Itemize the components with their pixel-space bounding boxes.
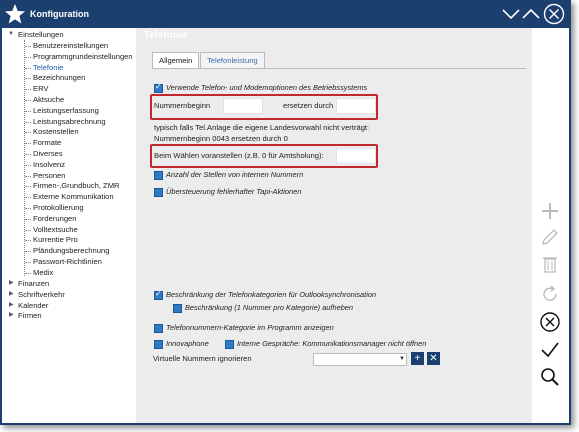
tree-node[interactable]: Formate [33,138,62,148]
tree-guide-line [25,100,31,101]
outlook-restrict-checkbox[interactable] [154,291,163,300]
expand-arrow-icon[interactable]: ▶ [9,290,14,297]
expand-arrow-icon[interactable]: ▶ [9,312,14,319]
tree-node[interactable]: Passwort-Richtlinien [33,257,102,266]
innovaphone-label: Innovaphone [166,339,209,348]
tree-node[interactable]: Medix [33,267,54,277]
trash-icon[interactable] [539,253,561,275]
tree-node[interactable]: Leistungserfassung [33,105,99,115]
internal-calls-checkbox[interactable] [225,340,234,349]
tree-guide-line [25,132,31,133]
tree-node[interactable]: Personen [33,170,66,180]
tab-allgemein[interactable]: Allgemein [152,52,199,69]
innovaphone-checkbox[interactable] [154,340,163,349]
tree-node[interactable]: Protokollierung [33,203,84,212]
expand-arrow-icon[interactable]: ▼ [8,31,14,37]
replace-label: ersetzen durch [283,101,334,110]
tree-guide-line [25,143,31,144]
dial-prefix-input[interactable] [336,148,376,164]
prefix-label: Nummernbeginn [154,101,211,110]
tree-node[interactable]: Diverses [33,149,63,158]
tree-guide-line [25,122,31,123]
refresh-icon[interactable] [539,283,561,305]
use-os-options-label: Verwende Telefon- und Modemoptionen des Betriebssystems [166,83,368,92]
tree-node[interactable]: Volltextsuche [33,224,78,234]
tree-guide-line [25,68,31,69]
tree-guide-line [25,176,31,177]
tree-guide-line [25,154,31,155]
tree-guide-line [25,240,31,241]
tree-node[interactable]: Aktsuche [33,95,65,104]
tree-node[interactable]: Schriftverkehr [18,289,65,299]
app-star-icon [4,3,26,25]
tree-node[interactable]: Externe Kommunikation [33,192,114,202]
tapi-override-label: Übersteuerung fehlerhafter Tapi-Aktionen [166,187,302,196]
expand-arrow-icon[interactable]: ▶ [9,280,14,286]
plus-icon[interactable] [539,200,561,222]
x-icon: ✕ [429,353,438,364]
tree-node[interactable]: Finanzen [18,279,50,288]
tree-node[interactable]: Kalender [18,300,49,310]
plus-icon: + [414,353,421,364]
show-category-checkbox[interactable] [154,324,163,333]
tree-node[interactable]: Pfändungsberechnung [33,246,110,256]
tab-divider [152,68,526,69]
cancel-circle-icon[interactable] [539,311,561,333]
tree-guide-line [25,186,31,187]
tree-node[interactable]: Programmgrundeinstellungen [33,51,133,61]
page-title: Telefonie [144,30,188,41]
tree-node[interactable]: Firmen [18,311,42,321]
dropdown-arrow-icon: ▼ [399,356,405,362]
use-os-options-checkbox[interactable] [154,84,163,93]
tree-node[interactable]: Benutzereinstellungen [33,41,109,50]
tree-node[interactable]: Leistungsabrechnung [33,116,106,126]
tapi-override-checkbox[interactable] [154,188,163,197]
expand-arrow-icon[interactable]: ▶ [9,301,14,308]
hint-line-2: Nummernbeginn 0043 ersetzen durch 0 [154,134,288,143]
tree-node[interactable]: Kurrentie Pro [33,235,78,245]
tree-node[interactable]: Firmen-,Grundbuch, ZMR [33,181,120,191]
chevron-up-icon[interactable] [521,4,541,24]
tree-guide-line [25,262,31,263]
outlook-restrict-sub-label: Beschränkung (1 Nummer pro Kategorie) aufheben [185,303,354,312]
prefix-input[interactable] [223,98,263,114]
internal-calls-label: Interne Gespräche: Kommunikationsmanager nicht öffnen [237,339,427,348]
checkmark-icon[interactable] [539,339,561,361]
remove-number-button[interactable] [427,352,440,365]
chevron-down-icon[interactable] [501,4,521,24]
dial-prefix-label: Beim Wählen voranstellen (z.B. 0 für Amtsholung): [154,151,324,160]
tree-node[interactable]: ERV [33,84,49,94]
tree-guide-line [25,208,31,209]
tree-node[interactable]: Bezeichnungen [33,73,86,83]
tree-guide-line [25,46,31,47]
internal-digits-label: Anzahl der Stellen von internen Nummern [166,170,304,179]
show-category-label: Telefonnummern-Kategorie im Programm anzeigen [166,323,334,332]
outlook-restrict-label: Beschränkung der Telefonkategorien für Outlooksynchronisation [166,290,377,299]
search-icon[interactable] [539,366,561,388]
outlook-restrict-sub-checkbox[interactable] [173,304,182,313]
tree-node[interactable]: Kostenstellen [33,127,79,137]
tree-guide-line [25,251,31,252]
tree-node[interactable]: Forderungen [33,213,77,223]
hint-line-1: typisch falls Tel.Anlage die eigene Landesvorwahl nicht verträgt: [154,123,370,132]
tree-guide-line [25,165,31,166]
tree-guide-line [25,111,31,112]
tree-guide-line [25,230,31,231]
settings-tree [2,28,134,423]
close-icon[interactable] [543,3,565,25]
window-title: Konfiguration [30,9,89,19]
action-toolbar [534,28,569,423]
window-client [2,28,569,423]
title-bar [0,0,571,28]
tree-node[interactable]: Telefonie [33,62,64,72]
ignore-numbers-select[interactable] [313,353,407,366]
tree-node[interactable]: Insolvenz [33,159,66,169]
pencil-icon[interactable] [539,226,561,248]
tree-node-einstellungen[interactable]: Einstellungen [18,30,64,39]
tree-guide-line [25,219,31,220]
tree-guide-line [25,273,31,274]
ignore-numbers-label: Virtuelle Nummern ignorieren [153,354,252,363]
tree-guide-line [25,57,31,58]
tab-telefonleistung[interactable]: Telefonleistung [200,52,265,68]
tree-guide-line [25,89,31,90]
tree-guide-line [25,78,31,79]
replace-input[interactable] [336,98,376,114]
settings-panel [136,28,532,423]
add-number-button[interactable] [411,352,424,365]
tree-guide-line [25,197,31,198]
internal-digits-checkbox[interactable] [154,171,163,180]
